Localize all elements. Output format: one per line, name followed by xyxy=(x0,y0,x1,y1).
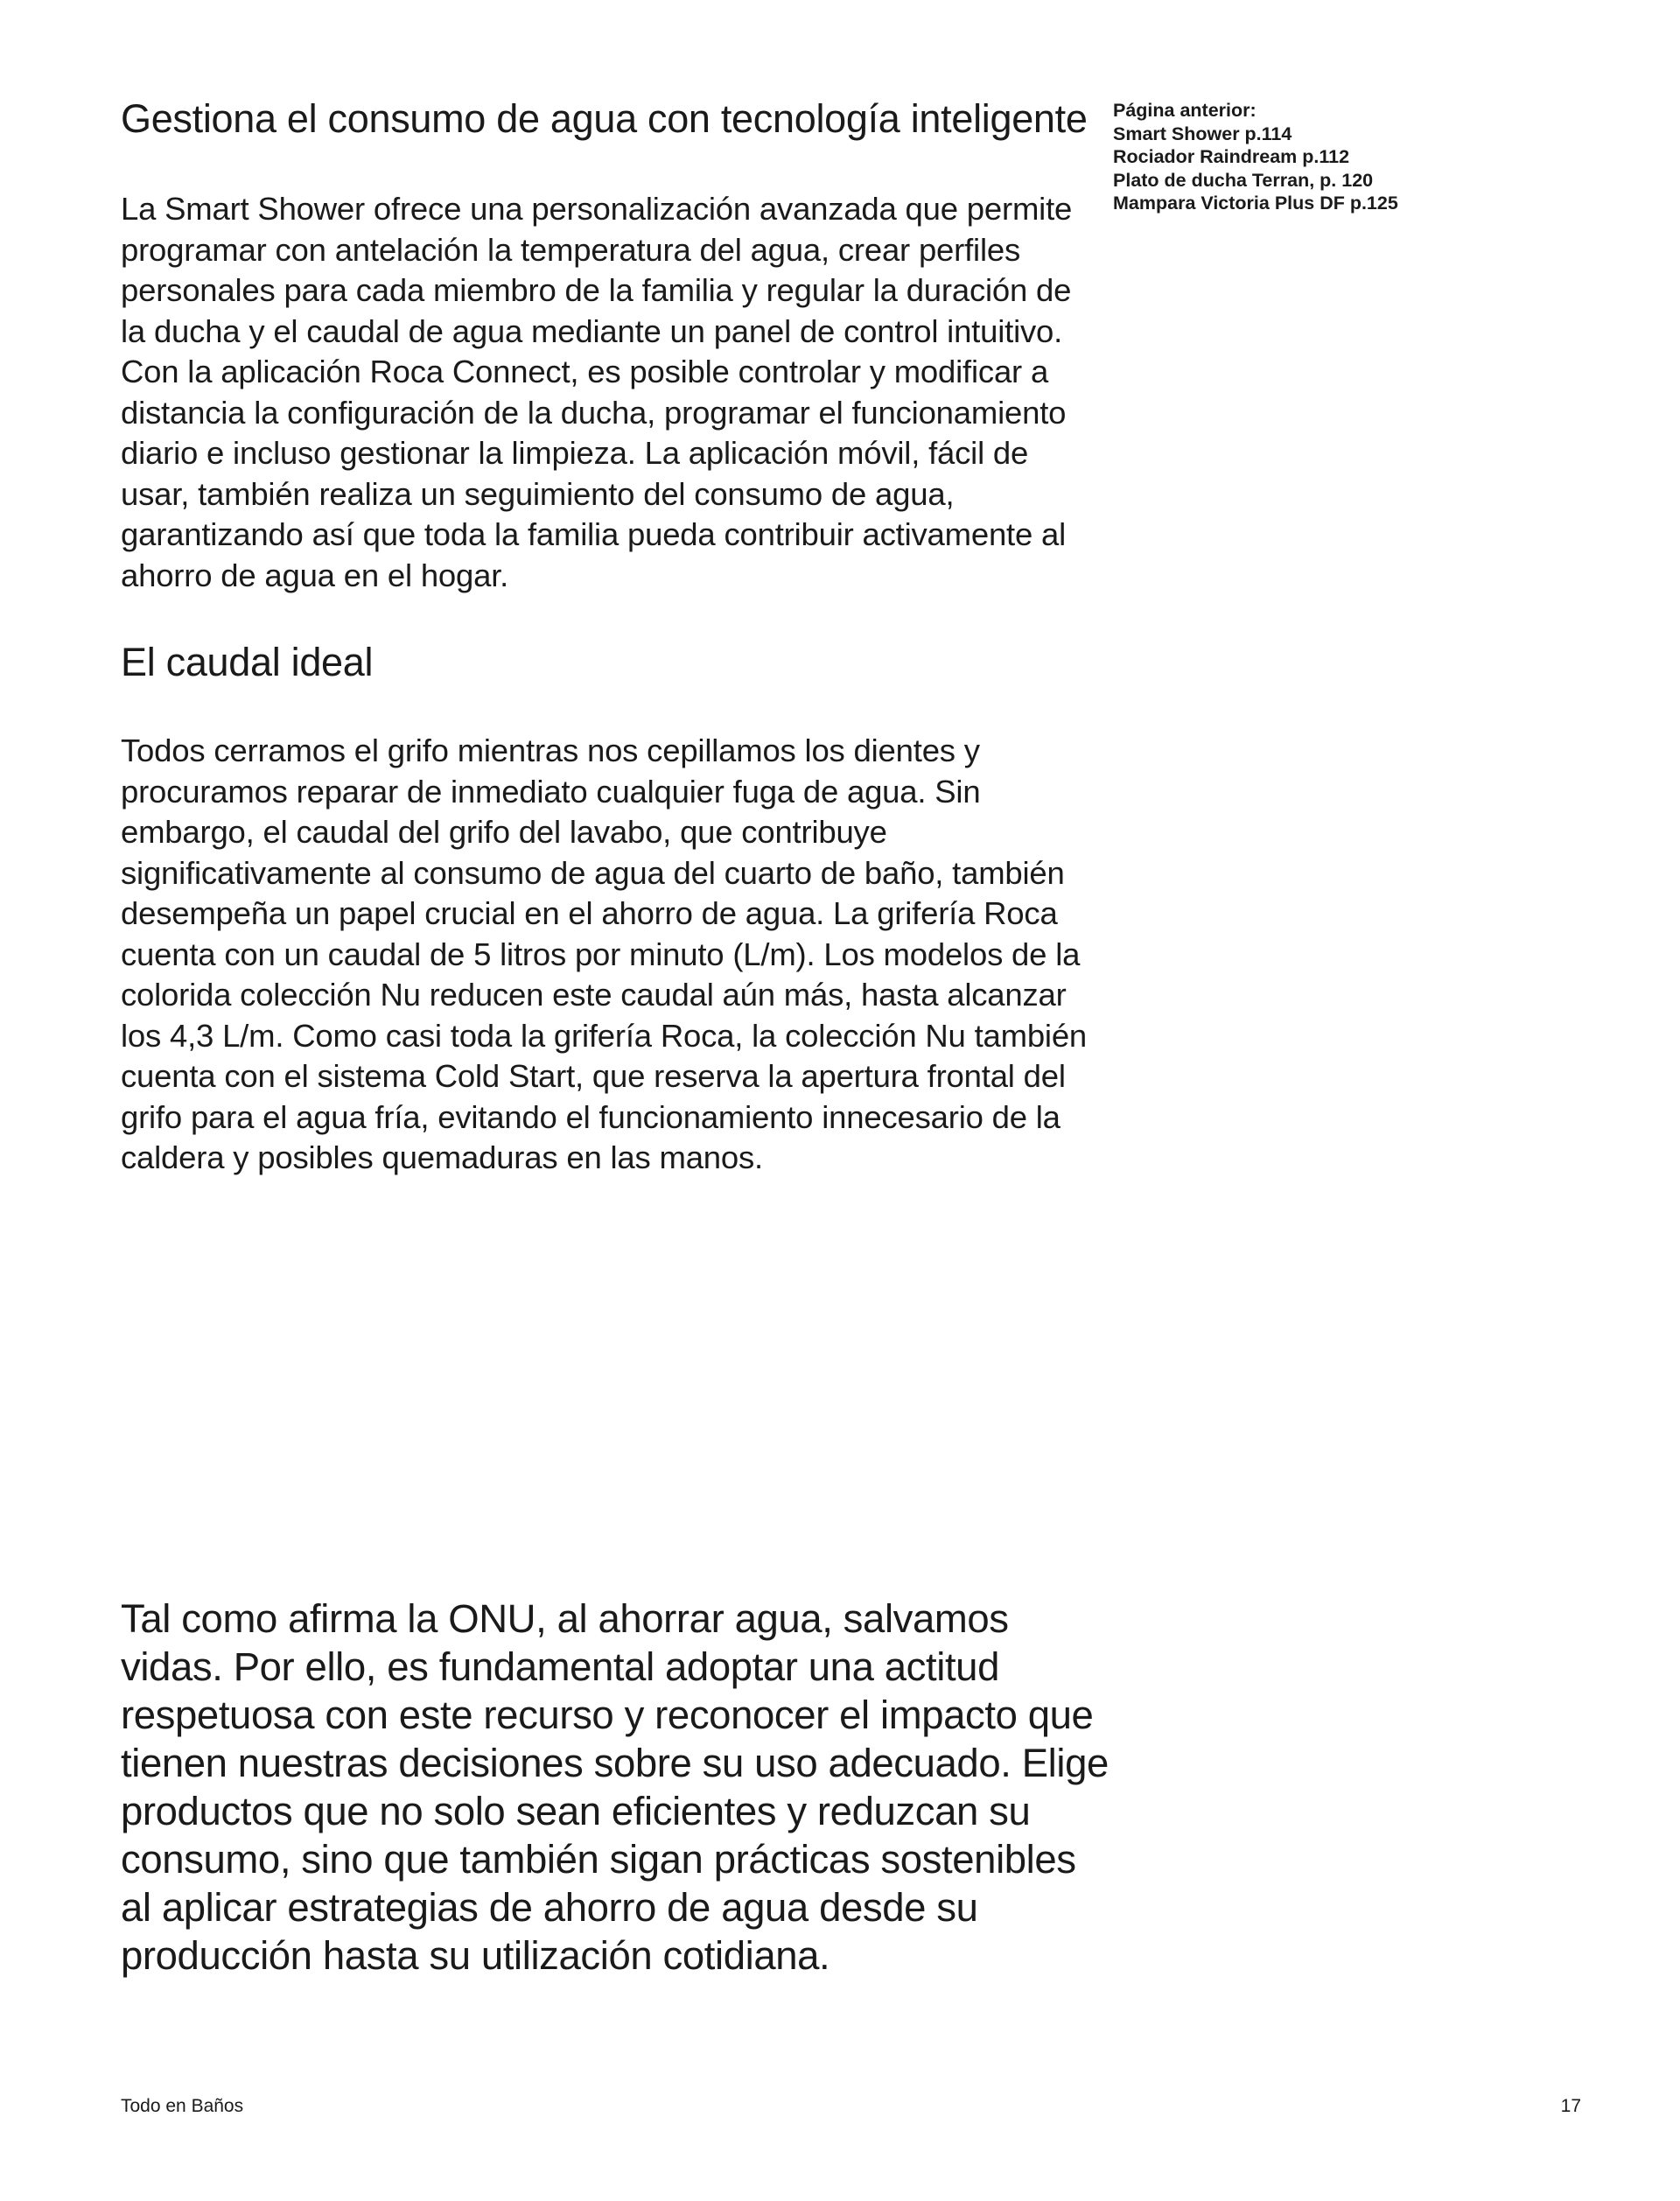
section-body-ideal-flow: Todos cerramos el grifo mientras nos cepillamos los dientes y procuramos reparar de inmediato cualquier fuga de agua. Sin embargo, el caudal del grifo del lavabo, que contribuye significativamente al consumo de agua del cuarto de baño, también desempeña un papel crucial en el ahorro de agua. La grifería Roca cuenta con un caudal de 5 litros por minuto (L/m). Los modelos de la colorida colección Nu reducen este caudal aún más, hasta alcanzar los 4,3 L/m. Como casi toda la grifería Roca, la colección Nu también cuenta con el sistema Cold Start, que reserva la apertura frontal del grifo para el agua fría, evitando el funcionamiento innecesario de la caldera y posibles quemaduras en las manos. xyxy=(121,732,1088,1175)
footer-publication-name: Todo en Baños xyxy=(121,2096,244,2116)
section-body-smart-technology: La Smart Shower ofrece una personalización avanzada que permite programar con antelación la temperatura del agua, crear perfiles personales para cada miembro de la familia y regular la duración de la ducha y el caudal de agua mediante un panel de control intuitivo. Con la aplicación Roca Connect, es posible controlar y modificar a distancia la configuración de la ducha, programar el funcionamiento diario e incluso gestionar la limpieza. La aplicación móvil, fácil de usar, también realiza un seguimiento del consumo de agua, garantizando así que toda la familia pueda contribuir activamente al ahorro de agua en el hogar. xyxy=(121,191,1073,593)
footer-page-number: 17 xyxy=(1560,2096,1581,2116)
section-title-smart-technology: Gestiona el consumo de agua con tecnología inteligente xyxy=(121,96,1088,141)
sidebar-item: Plato de ducha Terran, p. 120 xyxy=(1113,169,1374,191)
sidebar-item: Mampara Victoria Plus DF p.125 xyxy=(1113,193,1398,214)
section-title-ideal-flow: El caudal ideal xyxy=(121,640,374,684)
sidebar-item: Smart Shower p.114 xyxy=(1113,123,1292,144)
main-column xyxy=(121,95,1092,1179)
pull-quote: Tal como afirma la ONU, al ahorrar agua, salvamos vidas. Por ello, es fundamental adoptar una actitud respetuosa con este recurso y reconocer el impacto que tienen nuestras decisiones sobre su uso adecuado. Elige productos que no solo sean eficientes y reduzcan su consumo, sino que también sigan prácticas sostenibles al aplicar estrategias de ahorro de agua desde su producción hasta su utilización cotidiana. xyxy=(121,1596,1109,1978)
sidebar-item: Rociador Raindream p.112 xyxy=(1113,146,1350,167)
related-pages-sidebar xyxy=(1113,99,1480,215)
sidebar-heading: Página anterior: xyxy=(1113,100,1256,121)
